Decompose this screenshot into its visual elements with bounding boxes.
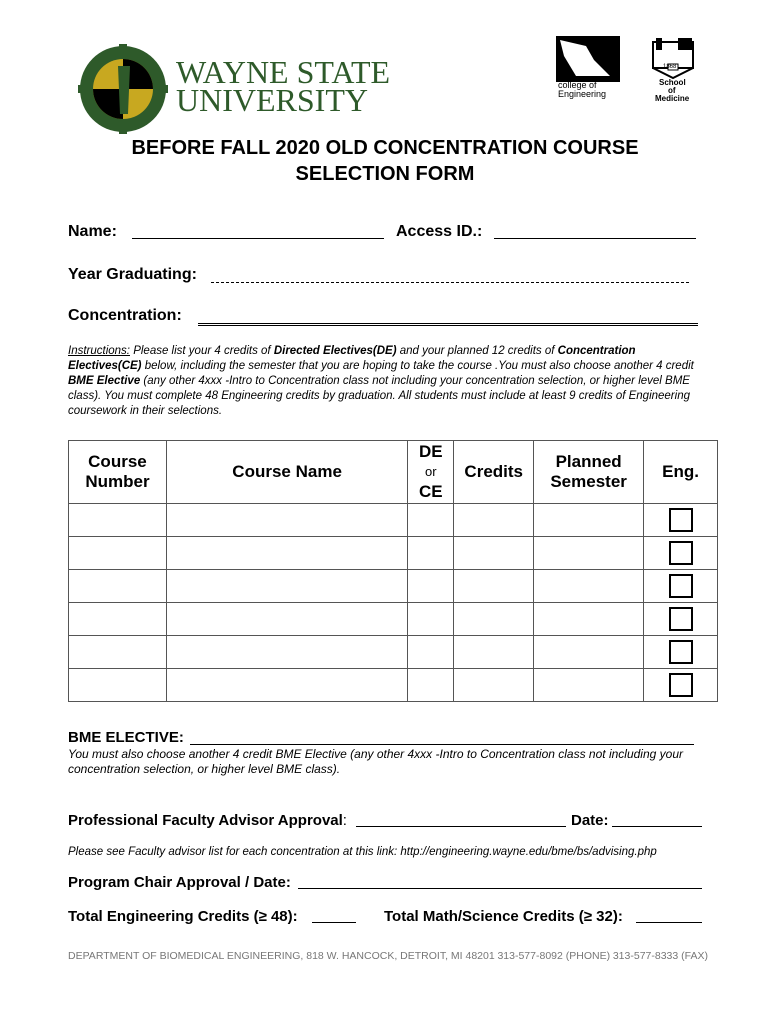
de-ce-cell[interactable] (408, 537, 454, 570)
credits-cell[interactable] (454, 603, 534, 636)
eng-checkbox[interactable] (669, 541, 693, 565)
year-graduating-label: Year Graduating: (68, 266, 197, 283)
footer-phone: 313-577-8092 (PHONE) (497, 950, 611, 962)
instructions-part1: Please list your 4 credits of (130, 345, 274, 357)
credits-cell[interactable] (454, 570, 534, 603)
instructions-label: Instructions: (68, 345, 130, 357)
column-course-number: Course Number (69, 441, 167, 504)
de-ce-cell[interactable] (408, 504, 454, 537)
access-id-label: Access ID.: (396, 223, 483, 240)
eng-cell (644, 603, 718, 636)
table-row (69, 669, 718, 702)
course-number-cell[interactable] (69, 504, 167, 537)
total-engineering-credits-field[interactable] (312, 922, 356, 923)
name-field[interactable] (132, 238, 384, 239)
footer-fax: 313-577-8333 (FAX) (612, 950, 708, 962)
concentration-field[interactable] (198, 323, 698, 326)
eng-cell (644, 504, 718, 537)
bme-elective-term: BME Elective (68, 375, 141, 387)
eng-checkbox[interactable] (669, 508, 693, 532)
eng-cell (644, 570, 718, 603)
course-selection-table (68, 440, 718, 702)
school-of-medicine-logo (650, 36, 696, 80)
coe-label-line2: Engineering (558, 89, 607, 99)
concentration-label: Concentration: (68, 307, 182, 324)
course-name-cell[interactable] (166, 669, 407, 702)
eng-cell (644, 537, 718, 570)
bme-elective-label: BME ELECTIVE: (68, 729, 184, 746)
university-name-line1: WAYNE STATE (176, 54, 391, 90)
form-title-line2: SELECTION FORM (295, 163, 475, 185)
access-id-field[interactable] (494, 238, 696, 239)
de-ce-cell[interactable] (408, 636, 454, 669)
planned-semester-cell[interactable] (534, 669, 644, 702)
credits-cell[interactable] (454, 636, 534, 669)
column-course-name: Course Name (166, 441, 407, 504)
program-chair-approval-field[interactable] (298, 888, 702, 889)
year-graduating-field[interactable] (211, 282, 689, 283)
footer (68, 950, 708, 962)
instructions-text (68, 344, 708, 419)
table-header-row (69, 441, 718, 504)
column-de-or-ce: DE or CE (408, 441, 454, 504)
name-label: Name: (68, 223, 117, 240)
planned-semester-cell[interactable] (534, 537, 644, 570)
credits-cell[interactable] (454, 537, 534, 570)
column-eng: Eng. (644, 441, 718, 504)
instructions-part2: and your planned 12 credits of (396, 345, 558, 357)
advisor-date-field[interactable] (612, 826, 702, 827)
eng-cell (644, 669, 718, 702)
university-name-line2: UNIVERSITY (176, 82, 368, 118)
planned-semester-cell[interactable] (534, 603, 644, 636)
directed-electives-term: Directed Electives(DE) (273, 345, 397, 357)
advisor-list-note: Please see Faculty advisor list for each concentration at this link: http://engineering.wayne.edu/bme/bs/advising.php (68, 846, 657, 858)
credits-cell[interactable] (454, 669, 534, 702)
eng-cell (644, 636, 718, 669)
table-row (69, 603, 718, 636)
course-name-cell[interactable] (166, 636, 407, 669)
de-ce-cell[interactable] (408, 669, 454, 702)
course-number-cell[interactable] (69, 636, 167, 669)
som-label-line3: Medicine (655, 94, 690, 103)
de-ce-cell[interactable] (408, 570, 454, 603)
total-math-science-credits-label: Total Math/Science Credits (≥ 32): (384, 908, 623, 925)
bme-elective-field[interactable] (190, 744, 694, 745)
course-number-cell[interactable] (69, 603, 167, 636)
course-name-cell[interactable] (166, 504, 407, 537)
eng-checkbox[interactable] (669, 607, 693, 631)
table-row (69, 537, 718, 570)
total-math-science-credits-field[interactable] (636, 922, 702, 923)
de-ce-cell[interactable] (408, 603, 454, 636)
eng-checkbox[interactable] (669, 574, 693, 598)
advisor-date-label: Date: (571, 812, 609, 829)
credits-cell[interactable] (454, 504, 534, 537)
course-number-cell[interactable] (69, 570, 167, 603)
faculty-advisor-approval-label: Professional Faculty Advisor Approval: (68, 812, 347, 829)
table-row (69, 570, 718, 603)
som-label-line1: School (659, 78, 686, 87)
program-chair-approval-label: Program Chair Approval / Date: (68, 874, 291, 891)
college-of-engineering-logo (556, 36, 620, 82)
planned-semester-cell[interactable] (534, 570, 644, 603)
bme-elective-note: You must also choose another 4 credit BME Elective (any other 4xxx -Intro to Concentration class not including your concentration selection, or higher level BME class). (68, 747, 683, 776)
wayne-state-logo (78, 44, 168, 134)
instructions-part4: (any other 4xxx -Intro to Concentration class not including your concentration selection, or higher level BME class). You must complete 48 Engineering credits by graduation. All students must include at least 9 credits of Engineering coursework in their selections. (68, 375, 690, 417)
som-label-line2: of (668, 86, 676, 95)
planned-semester-cell[interactable] (534, 636, 644, 669)
eng-checkbox[interactable] (669, 673, 693, 697)
som-year: 1868 (663, 64, 677, 70)
table-row (69, 504, 718, 537)
course-name-cell[interactable] (166, 537, 407, 570)
total-engineering-credits-label: Total Engineering Credits (≥ 48): (68, 908, 298, 925)
column-planned-semester: Planned Semester (534, 441, 644, 504)
form-title-line1: BEFORE FALL 2020 OLD CONCENTRATION COURSE (131, 137, 639, 159)
course-name-cell[interactable] (166, 603, 407, 636)
eng-checkbox[interactable] (669, 640, 693, 664)
column-credits: Credits (454, 441, 534, 504)
planned-semester-cell[interactable] (534, 504, 644, 537)
concentration-electives-term: Concentration Electives(CE) (68, 345, 636, 372)
footer-address: DEPARTMENT OF BIOMEDICAL ENGINEERING, 818 W. HANCOCK, DETROIT, MI 48201 (68, 950, 495, 962)
coe-label-line1: college of (558, 80, 597, 90)
course-name-cell[interactable] (166, 570, 407, 603)
table-row (69, 636, 718, 669)
course-number-cell[interactable] (69, 669, 167, 702)
faculty-advisor-approval-field[interactable] (356, 826, 566, 827)
instructions-part3: below, including the semester that you are hoping to take the course .You must also choose another 4 credit (141, 360, 694, 372)
course-number-cell[interactable] (69, 537, 167, 570)
